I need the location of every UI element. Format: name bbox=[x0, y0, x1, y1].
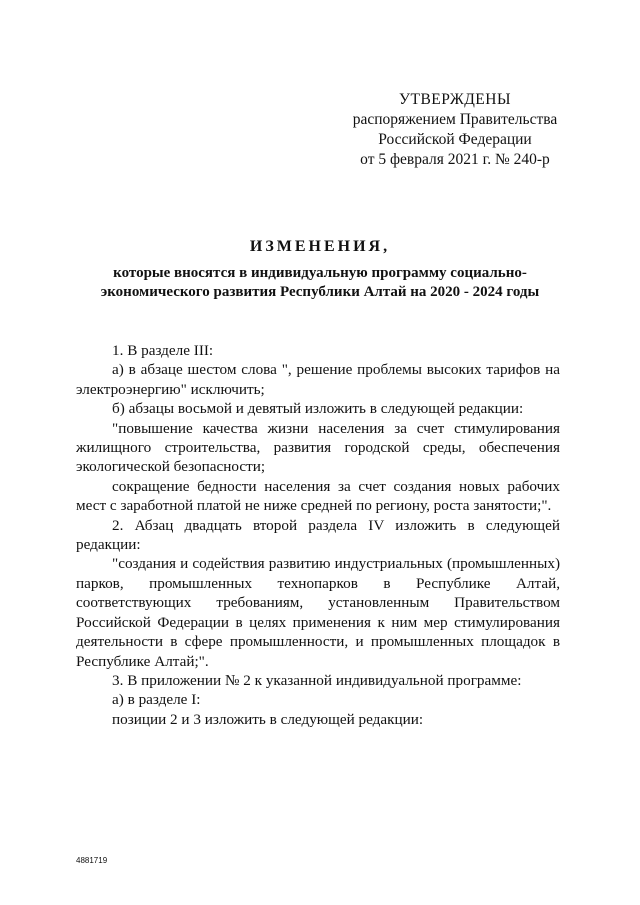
document-number: 4881719 bbox=[76, 856, 108, 865]
paragraph-6: 2. Абзац двадцать второй раздела IV изложить в следующей редакции: bbox=[76, 516, 560, 554]
subtitle-line-2: экономического развития Республики Алтай на 2020 - 2024 годы bbox=[100, 284, 540, 300]
document-title: ИЗМЕНЕНИЯ, bbox=[249, 238, 391, 255]
paragraph-1: 1. В разделе III: bbox=[112, 342, 214, 359]
paragraph-8: 3. В приложении № 2 к указанной индивидуальной программе: bbox=[112, 671, 522, 689]
paragraph-5: сокращение бедности населения за счет создания новых рабочих мест с заработной платой не ниже средней по региону, роста занятости;". bbox=[76, 477, 560, 515]
document-subtitle bbox=[60, 264, 580, 302]
paragraph-7: "создания и содействия развитию индустриальных (промышленных) парков, промышленных технопарков в Республике Алтай, соответствующих требованиям, установленным Правительством Российской Федерации в целях применения к ним мер стимулирования деятельности в сфере промышленности, и промышленных площадок в Республике Алтай;". bbox=[76, 555, 560, 670]
paragraph-10: позиции 2 и 3 изложить в следующей редакции: bbox=[112, 710, 424, 728]
paragraph-4: "повышение качества жизни населения за счет стимулирования жилищного строительства, развития городской среды, обеспечения экологической безопасности; bbox=[76, 419, 560, 476]
approval-line-2: Российской Федерации bbox=[378, 131, 532, 148]
subtitle-line-1: которые вносятся в индивидуальную программу социально- bbox=[113, 265, 527, 281]
approval-block bbox=[330, 90, 580, 170]
paragraph-3: б) абзацы восьмой и девятый изложить в следующей редакции: bbox=[112, 400, 524, 418]
paragraph-2: а) в абзаце шестом слова ", решение проблемы высоких тарифов на электроэнергию" исключить; bbox=[76, 361, 560, 398]
approval-line-1: распоряжением Правительства bbox=[352, 111, 558, 128]
document-body bbox=[76, 341, 560, 729]
approval-line-3: от 5 февраля 2021 г. № 240-р bbox=[360, 151, 550, 168]
paragraph-9: а) в разделе I: bbox=[112, 691, 201, 709]
approval-heading: УТВЕРЖДЕНЫ bbox=[399, 91, 511, 108]
